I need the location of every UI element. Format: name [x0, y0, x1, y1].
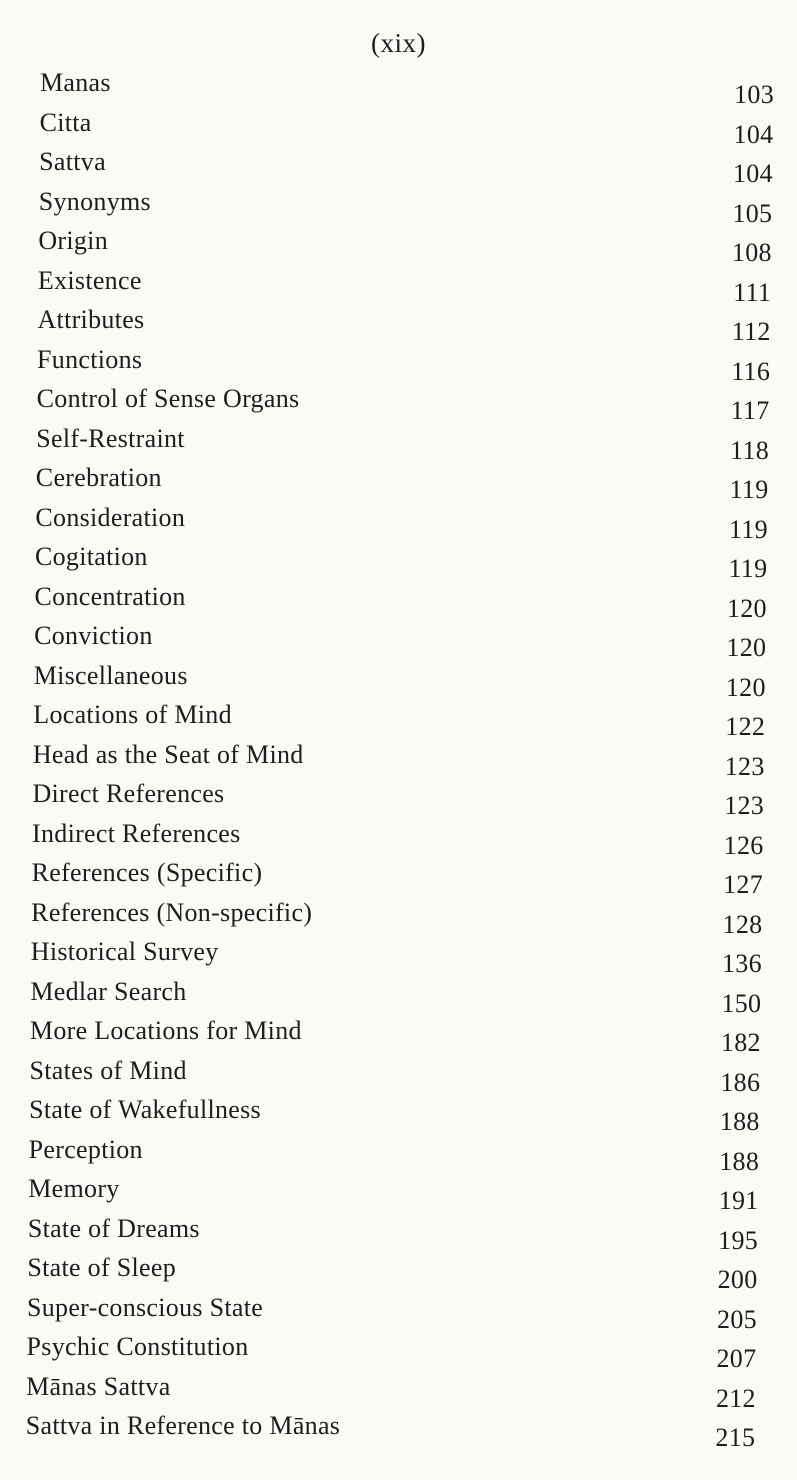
- toc-entry-title: Historical Survey: [30, 937, 219, 966]
- page-number: (xix): [371, 28, 426, 58]
- toc-entry: [0, 933, 797, 978]
- toc-entry-page: 119: [729, 514, 768, 544]
- toc-entry-page: 128: [722, 909, 763, 939]
- toc-entry: [0, 1328, 797, 1373]
- toc-entry-title: More Locations for Mind: [29, 1016, 302, 1045]
- toc-entry: [0, 538, 797, 583]
- toc-entry: [0, 1210, 797, 1255]
- toc-entry: [0, 380, 797, 425]
- toc-entry-page: 120: [725, 672, 766, 702]
- toc-entry-page: 119: [729, 475, 769, 504]
- toc-entry: [0, 617, 797, 662]
- toc-entry-title: Attributes: [37, 305, 145, 334]
- toc-entry-page: 207: [716, 1344, 757, 1373]
- toc-entry-page: 111: [733, 277, 772, 307]
- toc-entry: [0, 1407, 797, 1452]
- toc-entry-page: 212: [715, 1383, 756, 1413]
- toc-entry-page: 182: [720, 1028, 761, 1057]
- toc-entry-title: State of Dreams: [27, 1213, 200, 1243]
- toc-entry-title: Perception: [28, 1134, 143, 1164]
- toc-entry-title: Functions: [37, 344, 143, 374]
- toc-entry-title: Cerebration: [35, 463, 162, 492]
- toc-entry: [0, 854, 797, 899]
- toc-entry-title: State of Sleep: [27, 1253, 176, 1282]
- toc-entry-title: Concentration: [34, 581, 186, 611]
- toc-entry-page: 120: [726, 633, 767, 662]
- toc-entry: [0, 657, 797, 702]
- toc-entry-page: 188: [719, 1107, 760, 1136]
- toc-entry-title: Conviction: [34, 621, 153, 650]
- toc-entry: [0, 183, 797, 228]
- toc-entry: [0, 341, 797, 386]
- toc-entry-page: 195: [718, 1225, 759, 1255]
- toc-entry-title: Super-conscious State: [26, 1292, 264, 1322]
- toc-entry: [0, 696, 797, 741]
- toc-entry: [0, 1091, 797, 1136]
- toc-entry: [0, 1368, 797, 1413]
- toc-entry: [0, 64, 797, 109]
- toc-entry: [0, 104, 797, 149]
- toc-entry-title: State of Wakefullness: [29, 1095, 261, 1124]
- toc-entry: [0, 1131, 797, 1176]
- toc-entry-page: 136: [721, 949, 762, 978]
- toc-entry-title: Psychic Constitution: [26, 1332, 249, 1361]
- toc-entry-title: Citta: [39, 107, 92, 137]
- toc-entry-page: 188: [719, 1146, 760, 1176]
- toc-entry: [0, 1170, 797, 1215]
- toc-entry-title: Origin: [38, 226, 108, 255]
- toc-entry-page: 120: [726, 593, 767, 623]
- toc-entry-page: 150: [721, 988, 762, 1018]
- toc-entry: [0, 1289, 797, 1334]
- toc-entry-title: Indirect References: [32, 818, 241, 848]
- toc-entry: [0, 973, 797, 1018]
- toc-entry-page: 215: [715, 1423, 756, 1452]
- toc-entry: [0, 499, 797, 544]
- toc-entry-title: Direct References: [32, 779, 225, 808]
- toc-entry-page: 123: [724, 791, 765, 820]
- toc-entry: [0, 222, 797, 267]
- toc-entry-title: Locations of Mind: [33, 700, 232, 729]
- toc-entry: [0, 894, 797, 939]
- toc-entry-page: 116: [731, 356, 771, 386]
- toc-entry-title: Mānas Sattva: [26, 1371, 171, 1401]
- toc-entry: [0, 815, 797, 860]
- toc-entry-page: 108: [731, 238, 772, 267]
- toc-entry-page: 119: [728, 554, 768, 583]
- toc-entry-title: Sattva in Reference to Mānas: [25, 1411, 341, 1440]
- toc-entry-title: Self-Restraint: [36, 423, 185, 453]
- toc-entry-title: Cogitation: [34, 542, 148, 571]
- toc-entry: [0, 736, 797, 781]
- toc-entry-title: Head as the Seat of Mind: [32, 739, 304, 769]
- toc-entry-page: 200: [717, 1265, 758, 1294]
- toc-entry-page: 127: [723, 870, 763, 899]
- toc-entry: [0, 420, 797, 465]
- toc-entry-title: Synonyms: [38, 186, 151, 216]
- toc-entry-page: 126: [723, 830, 764, 860]
- toc-entry-title: Existence: [37, 265, 142, 295]
- toc-entry-title: States of Mind: [29, 1055, 187, 1085]
- toc-entry-page: 205: [717, 1304, 757, 1334]
- toc-entry-title: Miscellaneous: [33, 660, 188, 690]
- toc-entry-title: Consideration: [35, 502, 186, 532]
- toc-entry: [0, 775, 797, 820]
- toc-entry-title: Control of Sense Organs: [36, 384, 300, 413]
- toc-entry: [0, 1249, 797, 1294]
- toc-entry-page: 104: [733, 119, 774, 149]
- toc-entry-page: 103: [734, 80, 774, 109]
- toc-entry: [0, 1052, 797, 1097]
- toc-entry: [0, 301, 797, 346]
- toc-entry-page: 104: [732, 159, 773, 188]
- toc-entry-title: Sattva: [39, 147, 106, 176]
- toc-entry-page: 191: [718, 1186, 759, 1215]
- toc-entry-page: 122: [725, 712, 766, 741]
- toc-entry: [0, 262, 797, 307]
- toc-entry-title: Manas: [40, 68, 111, 97]
- toc-entry: [0, 578, 797, 623]
- toc-entry-page: 123: [724, 751, 765, 781]
- toc-entry-page: 186: [720, 1067, 761, 1097]
- toc-entry-page: 105: [732, 198, 773, 228]
- toc-entry-page: 112: [731, 317, 771, 346]
- toc-entry: [0, 143, 797, 188]
- toc-entry-title: References (Non-specific): [31, 897, 313, 927]
- toc-entry-title: References (Specific): [31, 858, 263, 887]
- toc-entry-title: Memory: [28, 1174, 120, 1203]
- toc-entry-title: Medlar Search: [30, 976, 187, 1006]
- toc-entry-page: 117: [730, 396, 770, 425]
- toc-entry: [0, 1012, 797, 1057]
- toc-entry: [0, 459, 797, 504]
- toc-entry-page: 118: [730, 435, 770, 465]
